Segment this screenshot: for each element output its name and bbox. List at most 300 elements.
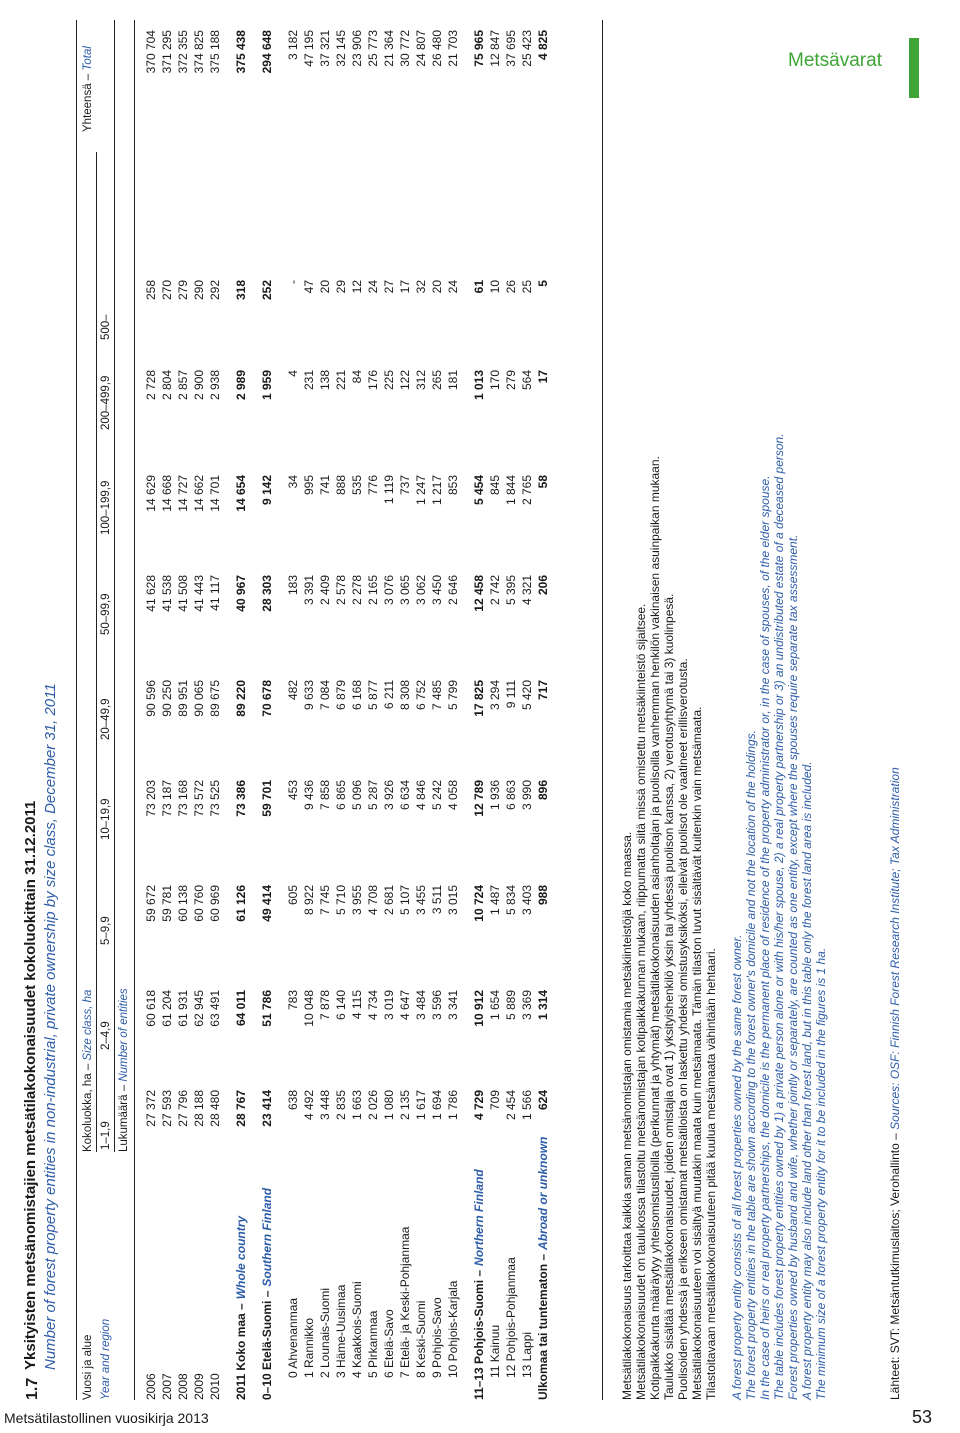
table-cell: 24 [366,280,380,294]
table-cell: 73 168 [176,780,190,817]
table-cell: 61 204 [160,990,174,1027]
size-class-header: 50–99,9 [100,593,112,635]
table-cell: 89 220 [234,680,248,717]
table-cell: 372 355 [176,30,190,74]
row-label-fi: 12 Pohjois-Pohjanmaa [504,1257,518,1378]
table-row [536,20,550,1400]
table-cell: 122 [398,370,412,391]
table-cell: 2 278 [350,575,364,606]
table-cell: 3 015 [446,885,460,916]
table-cell: 20 [318,280,332,294]
table-cell: 3 076 [382,575,396,606]
header-sizeclass-en: Size class, ha [82,989,94,1061]
table-cell: 34 [286,475,300,489]
table-cell: 4 708 [366,885,380,916]
table-cell: 3 369 [520,990,534,1021]
table-cell: 1 694 [430,1090,444,1121]
note-line-fi: Metsätilakokonaisuuteen voi sisältyä muutakin maata kuin metsämaata. Tämän tilaston luvut sisältävät kuitenkin vain metsämaata. [690,706,704,1400]
row-label-fi: 2008 [176,1373,190,1400]
table-cell: 61 931 [176,990,190,1027]
table-cell: 375 438 [234,30,248,74]
table-cell: 59 781 [160,885,174,922]
row-label-fi: 3 Häme-Uusimaa [334,1284,348,1378]
table-cell: 3 341 [446,990,460,1021]
table-cell: 12 458 [472,575,486,612]
size-class-header: 1–1,9 [100,1121,112,1150]
table-cell: 1 786 [446,1090,460,1121]
table-cell: 62 945 [192,990,206,1027]
table-cell: 7 084 [318,680,332,711]
table-cell: 5 242 [430,780,444,811]
row-label [382,1309,396,1378]
table-cell: 4 058 [446,780,460,811]
table-cell: 12 847 [488,30,502,67]
table-cell: 90 596 [144,680,158,717]
table-cell: 60 760 [192,885,206,922]
row-label-fi: 1 Rannikko [302,1317,316,1378]
table-cell: 27 [382,280,396,294]
note-line-en: In the case of heirs or real property partnerships, the domicile is the permanent place of residence of the property administrator or, in the case of spouses, of the elder spouse. [758,475,772,1400]
table-cell: 73 187 [160,780,174,817]
table-cell: 1 844 [504,475,518,506]
table-cell: 3 484 [414,990,428,1021]
table-cell: 853 [446,475,460,496]
table-cell: 279 [176,280,190,301]
note-line-fi: Tilastoitavaan metsätilakokonaisuuteen pitää kuulua metsämaata vähintään hehtaari. [704,948,718,1400]
table-cell: 4 [286,370,300,377]
table-cell: 370 704 [144,30,158,74]
table-cell: 4 846 [414,780,428,811]
table-cell: 2 135 [398,1090,412,1121]
table-cell: 3 990 [520,780,534,811]
table-cell: 737 [398,475,412,496]
table-cell: 28 303 [260,575,274,612]
table-row [318,20,332,1400]
table-cell: 73 525 [208,780,222,817]
table-cell: 888 [334,475,348,496]
header-total-en: Total [82,46,94,71]
table-cell: 28 480 [208,1090,222,1127]
table-cell: 453 [286,780,300,801]
table-cell: 59 701 [260,780,274,817]
row-label-en: Northern Finland [472,1169,486,1266]
table-cell: 2 900 [192,370,206,401]
table-cell: 89 951 [176,680,190,717]
table-cell: 20 [430,280,444,294]
note-line-fi: Puolisoiden yhdessä ja erikseen omistamat metsätiloista on laskettu yhdeksi omistusyksiköksi, elleivät puolisot ole vaatineet erillisverotusta. [676,658,690,1400]
table-cell: 2 026 [366,1090,380,1121]
table-cell: 1 654 [488,990,502,1021]
table-cell: 64 011 [234,990,248,1027]
row-label [286,1298,300,1378]
yearbook-title: Metsätilastollinen vuosikirja 2013 [4,1410,209,1426]
table-cell: 312 [414,370,428,391]
table-cell: 12 [350,280,364,294]
size-class-header: 10–19,9 [100,798,112,840]
table-cell: 17 [398,280,412,294]
table-cell: 51 786 [260,990,274,1027]
table-cell: 5 107 [398,885,412,916]
table-cell: 27 372 [144,1090,158,1127]
header-unit [118,988,130,1152]
table-cell: 776 [366,475,380,496]
table-top-rule [76,20,77,1400]
row-label [488,1325,502,1378]
table-cell: 4 647 [398,990,412,1021]
header-sizeclass-fi: Kokoluokka, ha – [82,1063,94,1152]
table-cell: 318 [234,280,248,301]
table-cell: 5 877 [366,680,380,711]
row-label-fi: 2007 [160,1373,174,1400]
table-cell: 47 [302,280,316,294]
page-footer [0,1407,960,1433]
header-region-en: Year and region [100,1318,112,1400]
size-class-header: 500– [100,314,112,340]
table-cell: 21 703 [446,30,460,67]
row-label-en: Southern Finland [260,1187,274,1287]
note-line-en: The table includes forest property entities owned by 1) a private person alone or with his/her spouse, 2) a real property partnership or 3) an undistributed estate of a deceased person. [772,433,786,1400]
table-cell: 265 [430,370,444,391]
table-cell: 9 436 [302,780,316,811]
table-cell: 5 834 [504,885,518,916]
table-cell: 221 [334,370,348,391]
size-class-header: 100–199,9 [100,480,112,535]
table-cell: 294 648 [260,30,274,74]
row-label [144,1373,158,1400]
table-cell: 3 511 [430,885,444,915]
table-cell: 482 [286,680,300,701]
row-label [414,1301,428,1378]
table-row [260,20,274,1400]
table-cell: 1 080 [382,1090,396,1121]
table-cell: 27 593 [160,1090,174,1127]
table-cell: 3 450 [430,575,444,606]
table-cell: 8 922 [302,885,316,916]
row-label [536,1137,550,1400]
table-cell: 374 825 [192,30,206,74]
table-row [366,20,380,1400]
size-class-header: 2–4,9 [100,1021,112,1050]
row-label-fi: 0 Ahvenanmaa [286,1297,300,1378]
table-cell: 41 443 [192,575,206,612]
table-cell: 47 195 [302,30,316,67]
row-label-fi: Ulkomaa tai tuntematon – [536,1253,550,1400]
table-cell: 60 138 [176,885,190,922]
table-cell: 741 [318,475,332,496]
row-label [260,1188,274,1400]
table-cell: 375 188 [208,30,222,74]
note-line-en: Forest properties owned by husband and wife, whether jointly or separately, are counted as one entity, except where the spouses require separate tax assessment. [786,534,800,1400]
table-cell: 2 938 [208,370,222,401]
table-cell: 2 165 [366,575,380,606]
table-row [472,20,486,1400]
note-line-en: A forest property entity may also include land other than forest land, but in this table only the forest land area is included. [800,761,814,1400]
table-cell: 2 454 [504,1090,518,1121]
table-cell: 73 203 [144,780,158,817]
row-label-fi: 4 Kaakkois-Suomi [350,1281,364,1378]
table-cell: 995 [302,475,316,496]
row-label-fi: 0–10 Etelä-Suomi – [260,1290,274,1400]
row-label-fi: 2011 Koko maa – [234,1303,248,1400]
table-row [234,20,248,1400]
table-cell: 6 879 [334,680,348,711]
size-class-header: 200–499,9 [100,375,112,430]
table-cell: 37 321 [318,30,332,67]
row-label-fi: 13 Lappi [520,1331,534,1378]
table-cell: 2 765 [520,475,534,506]
table-cell: 10 048 [302,990,316,1027]
note-line-fi: Metsätilakokonaisuudet on taulukossa tilastoitu metsänomistajan kotipaikkakunnan mukaan, riippumatta siitä missä omistettu metsäkiinteistö sijaitsee. [634,603,648,1400]
table-cell: 90 250 [160,680,174,717]
table-cell: 14 654 [234,475,248,512]
header-bottom-rule [134,20,135,1400]
table-cell: 26 [504,280,518,294]
row-label-en: Whole country [234,1215,248,1300]
table-cell: 3 019 [382,990,396,1021]
row-label-fi: 2006 [144,1373,158,1400]
row-label-fi: 2 Lounais-Suomi [318,1287,332,1378]
table-cell: 6 211 [382,680,396,710]
table-cell: 25 [520,280,534,294]
table-cell: 181 [446,370,460,391]
table-cell: 170 [488,370,502,391]
table-cell: 2 989 [234,370,248,401]
table-row [488,20,502,1400]
table-cell: 14 701 [208,475,222,512]
table-cell: 10 [488,280,502,294]
table-cell: 279 [504,370,518,391]
table-cell: 5 889 [504,990,518,1021]
table-cell: 14 727 [176,475,190,512]
table-cell: 32 145 [334,30,348,67]
table-cell: 2 681 [382,885,396,916]
table-cell: 9 633 [302,680,316,711]
table-row [414,20,428,1400]
table-cell: 535 [350,475,364,496]
table-row [176,20,190,1400]
table-cell: 14 629 [144,475,158,512]
table-cell: 61 126 [234,885,248,922]
table-cell: 605 [286,885,300,906]
row-label [520,1332,534,1378]
sizeclass-rule [96,152,97,1152]
table-cell: 2 804 [160,370,174,401]
table-cell: 1 663 [350,1090,364,1121]
table-cell: 290 [192,280,206,301]
table-cell: 252 [260,280,274,301]
row-label-fi: 11–13 Pohjois-Suomi – [472,1269,486,1400]
table-cell: 176 [366,370,380,391]
table-cell: 28 188 [192,1090,206,1127]
table-cell: 4 729 [472,1090,486,1121]
table-cell: 41 117 [208,575,222,611]
table-cell: 783 [286,990,300,1011]
table-cell: 7 858 [318,780,332,811]
table-cell: 4 115 [350,990,364,1020]
row-label-en: Abroad or unknown [536,1136,550,1250]
table-cell: 4 321 [520,575,534,606]
table-cell: 5 096 [350,780,364,811]
table-cell: 3 455 [414,885,428,916]
table-cell: 717 [536,680,550,701]
table-cell: 5 454 [472,475,486,506]
table-cell: 12 789 [472,780,486,817]
table-cell: 270 [160,280,174,301]
table-cell: 231 [302,370,316,391]
header-unit-fi: Lukumäärä – [118,1084,130,1152]
table-cell: 5 395 [504,575,518,606]
row-label-fi: 5 Pirkanmaa [366,1310,380,1378]
header-total-fi: Yhteensä – [82,73,94,132]
table-cell: 4 492 [302,1090,316,1121]
table-cell: 30 772 [398,30,412,67]
table-cell: 3 065 [398,575,412,606]
table-cell: 3 182 [286,30,300,61]
table-cell: 40 967 [234,575,248,612]
table-cell: 292 [208,280,222,301]
note-line-en: The forest property entities in the table are shown according to the forest owner's domicile and not the location of the holdings. [744,729,758,1400]
row-label-fi: 11 Kainuu [488,1324,502,1378]
table-cell: 3 448 [318,1090,332,1121]
table-cell: 7 485 [430,680,444,711]
table-cell: - [286,280,300,284]
table-cell: 5 [536,280,550,287]
table-cell: 25 423 [520,30,534,67]
table-cell: 5 287 [366,780,380,811]
table-cell: 624 [536,1090,550,1111]
row-label [302,1318,316,1378]
note-line-fi: Taulukko sisältää metsätilakokonaisuudet, joiden omistajia ovat 1) yksityishenkilö yksin tai yhdessä puolison kanssa, 2) verotusyhtymä tai 3) kuolinpesä. [662,593,676,1400]
row-label-fi: 8 Keski-Suomi [414,1300,428,1378]
note-line-fi: Kotipaikkakunta määräytyy yhteisomistustiloilla (perikunnat ja yhtymät) metsätilakokonaisuuden asianhoitajan ja puolisoilla vanhemman henkilön vakinaisen asuinpaikan mukaan. [648,456,662,1400]
table-cell: 10 724 [472,885,486,922]
row-label-fi: 10 Pohjois-Karjala [446,1280,460,1378]
table-row [382,20,396,1400]
table-cell: 14 668 [160,475,174,512]
row-label [334,1285,348,1378]
table-row [430,20,444,1400]
table-cell: 6 140 [334,990,348,1021]
row-label-fi: 7 Etelä- ja Keski-Pohjanmaa [398,1226,412,1378]
header-region-fi: Vuosi ja alue [82,1334,94,1400]
sources [888,767,902,1400]
table-cell: 1 217 [430,475,444,506]
table-cell: 73 386 [234,780,248,817]
table-cell: 3 391 [302,575,316,606]
table-cell: 6 752 [414,680,428,711]
table-cell: 60 969 [208,885,222,922]
header-unit-en: Number of entities [118,988,130,1082]
table-cell: 59 672 [144,885,158,922]
table-cell: 23 414 [260,1090,274,1127]
table-row [350,20,364,1400]
table-cell: 3 955 [350,885,364,916]
table-cell: 896 [536,780,550,801]
row-label [234,1216,248,1400]
row-label [472,1169,486,1400]
table-cell: 3 926 [382,780,396,811]
note-line-fi: Metsätilakokonaisuus tarkoittaa kaikkia saman metsänomistajan omistamia metsäkiinteistöjä koko maassa. [620,831,634,1400]
table-cell: 2 646 [446,575,460,606]
row-label [208,1373,222,1400]
table-cell: 4 825 [536,30,550,61]
row-label [176,1373,190,1400]
table-row [520,20,534,1400]
table-cell: 6 863 [504,780,518,811]
table-cell: 1 617 [414,1090,428,1121]
table-cell: 10 912 [472,990,486,1027]
row-label [504,1257,518,1378]
table-cell: 28 767 [234,1090,248,1127]
table-cell: 3 596 [430,990,444,1021]
table-cell: 206 [536,575,550,596]
table-cell: 70 678 [260,680,274,717]
table-cell: 225 [382,370,396,391]
notes-finnish [620,20,718,1400]
table-cell: 638 [286,1090,300,1111]
row-label [430,1297,444,1378]
table-cell: 6 168 [350,680,364,711]
table-row [160,20,174,1400]
table-row [504,20,518,1400]
row-label [398,1227,412,1378]
row-label [318,1288,332,1378]
table-row [144,20,158,1400]
table-cell: 21 364 [382,30,396,67]
table-cell: 845 [488,475,502,496]
sources-finnish: Lähteet: SVT: Metsäntutkimuslaitos; Verohallinto – [888,1133,902,1400]
table-cell: 564 [520,370,534,391]
row-label [350,1281,364,1378]
row-label-fi: 6 Etelä-Savo [382,1309,396,1378]
table-cell: 6 634 [398,780,412,811]
table-cell: 1 013 [472,370,486,401]
table-cell: 9 111 [504,680,518,709]
section-label: Metsävarat [788,50,882,71]
table-cell: 24 [446,280,460,294]
header-sizeclass [82,990,94,1152]
table-row [302,20,316,1400]
table-cell: 41 538 [160,575,174,612]
table-cell: 4 734 [366,990,380,1021]
table-cell: 37 695 [504,30,518,67]
table-cell: 17 825 [472,680,486,717]
table-cell: 8 308 [398,680,412,711]
table-cell: 29 [334,280,348,294]
table-cell: 5 799 [446,680,460,711]
table-cell: 84 [350,370,364,384]
table-cell: 7 878 [318,990,332,1021]
table-cell: 371 295 [160,30,174,74]
table-cell: 5 420 [520,680,534,711]
table-cell: 138 [318,370,332,391]
table-cell: 9 142 [260,475,274,506]
table-cell: 41 508 [176,575,190,612]
table-cell: 25 773 [366,30,380,67]
table-row [208,20,222,1400]
rotated-table-page [20,20,930,1400]
note-line-en: A forest property entity consists of all forest properties owned by the same forest owner. [730,934,744,1400]
sources-english: Sources: OSF: Finnish Forest Research Institute; Tax Administration [888,767,902,1130]
table-cell: 1 566 [520,1090,534,1121]
table-cell: 6 865 [334,780,348,811]
table-cell: 61 [472,280,486,294]
table-cell: 26 480 [430,30,444,67]
page-number: 53 [912,1407,933,1427]
table-cell: 2 728 [144,370,158,401]
table-cell: 90 065 [192,680,206,717]
table-cell: 988 [536,885,550,906]
